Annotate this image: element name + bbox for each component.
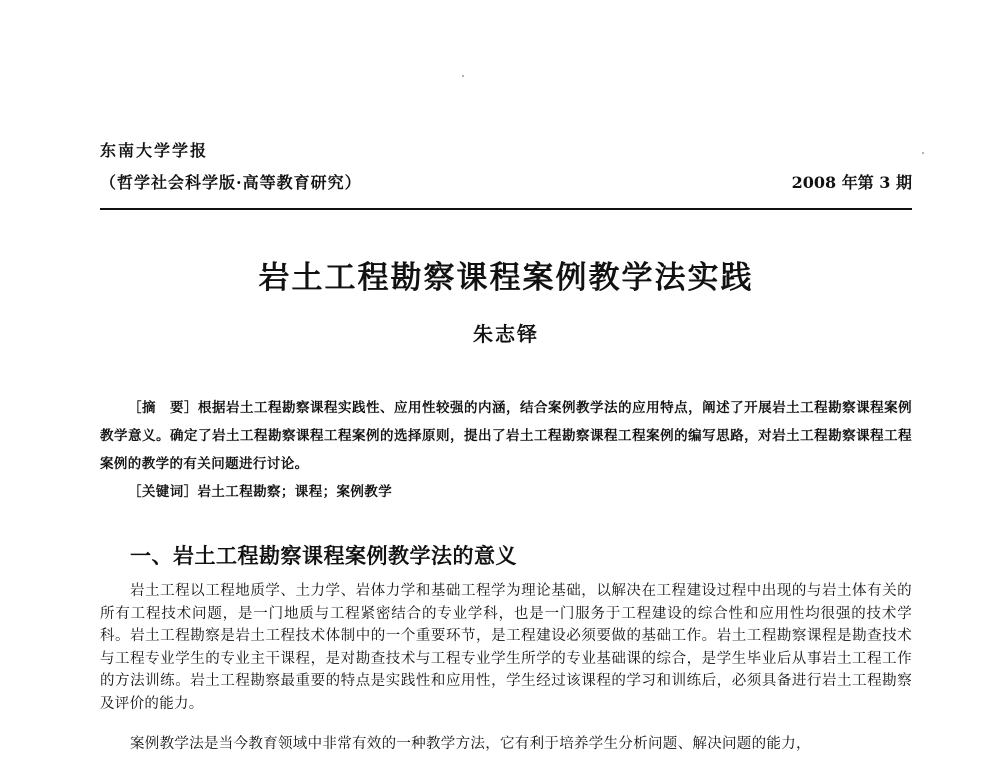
scan-speck: [922, 152, 924, 154]
keywords-label: ［关键词］: [128, 484, 198, 500]
header-divider: [100, 208, 912, 210]
abstract-text: 根据岩土工程勘察课程实践性、应用性较强的内涵，结合案例教学法的应用特点，阐述了开展岩土工程勘察课程案例教学意义。确定了岩土工程勘察课程工程案例的选择原则，提出了岩土工程勘察课程工程案例的编写思路，对岩土工程勘察课程工程案例的教学的有关问题进行讨论。: [100, 400, 912, 472]
article-title: 岩土工程勘察课程案例教学法实践: [258, 260, 754, 296]
body-paragraph: 岩土工程以工程地质学、土力学、岩体力学和基础工程学为理论基础，以解决在工程建设过程中出现的与岩土体有关的所有工程技术问题，是一门地质与工程紧密结合的专业学科，也是一门服务于工程建设的综合性和应用性均很强的技术学科。岩土工程勘察是岩土工程技术体制中的一个重要环节，是工程建设必须要做的基础工作。岩土工程勘察课程是勘查技术与工程专业学生的专业主干课程，是对勘查技术与工程专业学生所学的专业基础课的综合，是学生毕业后从事岩土工程工作的方法训练。岩土工程勘察最重要的特点是实践性和应用性，学生经过该课程的学习和训练后，必须具备进行岩土工程勘察及评价的能力。: [100, 583, 912, 712]
keywords-text: 岩土工程勘察；课程；案例教学: [197, 484, 393, 500]
journal-name: 东南大学学报: [100, 141, 209, 160]
issue-info: 2008 年第 3 期: [791, 173, 912, 192]
scan-speck: [462, 75, 464, 77]
article-author: 朱志铎: [473, 322, 539, 346]
abstract-label: ［摘 要］: [128, 400, 199, 416]
abstract: [100, 394, 912, 478]
keywords: [128, 480, 392, 504]
body-paragraph: 案例教学法是当今教育领域中非常有效的一种教学方法，它有利于培养学生分析问题、解决问题的能力，: [130, 736, 811, 752]
journal-edition: （哲学社会科学版·高等教育研究）: [100, 173, 362, 192]
section-heading: 一、岩土工程勘察课程案例教学法的意义: [130, 544, 517, 568]
